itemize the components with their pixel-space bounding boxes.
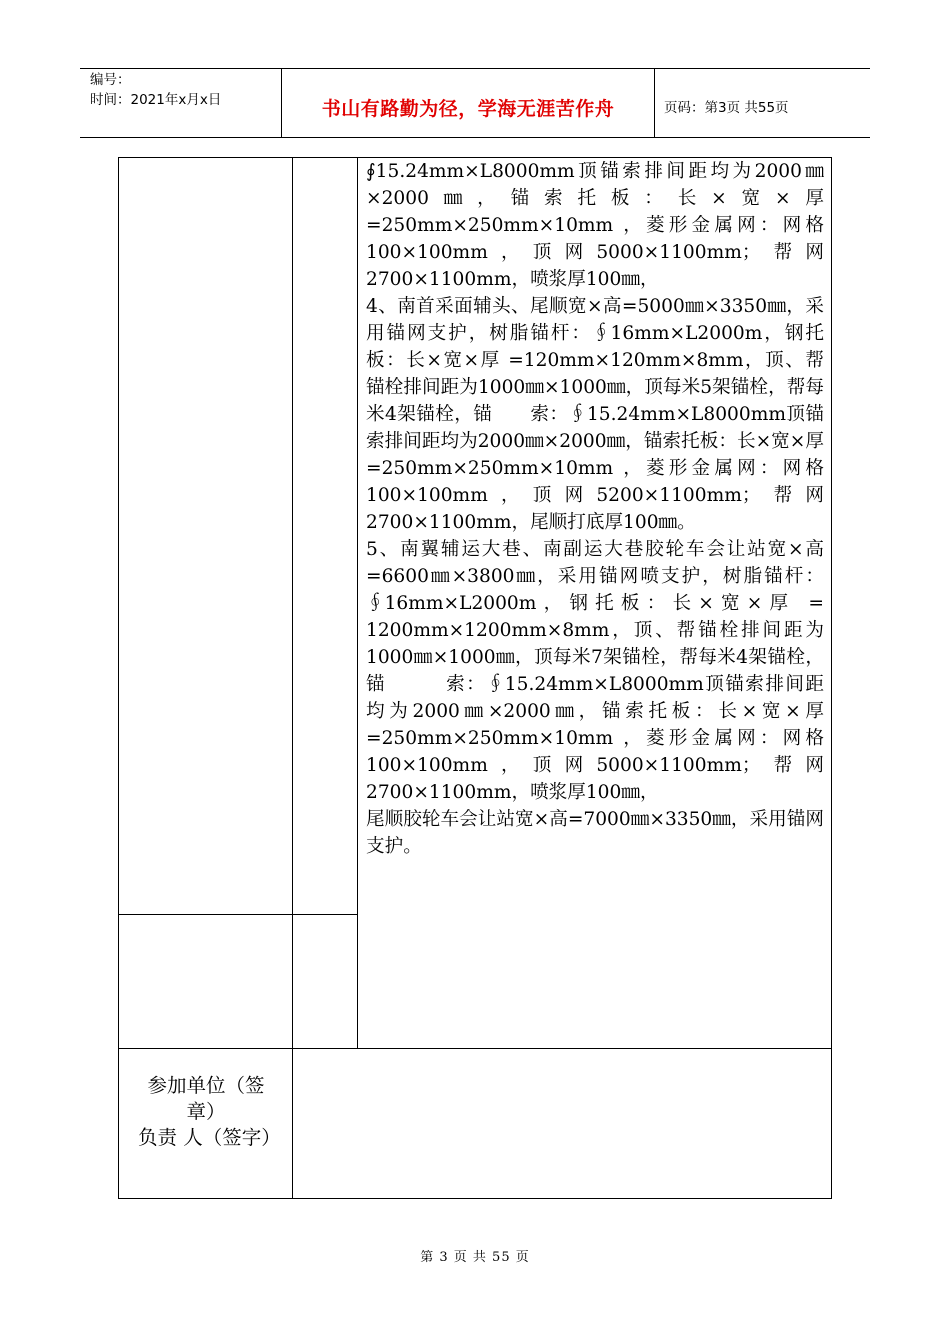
table-col-divider	[357, 157, 358, 1049]
header-motto-cell	[281, 69, 655, 137]
table-row-divider	[118, 914, 358, 915]
header-page-cell	[654, 69, 870, 137]
document-number-label: 编号：	[90, 72, 131, 88]
header-meta	[80, 69, 280, 137]
participating-unit-label: 参加单位（签章）	[147, 1074, 265, 1123]
table-col-divider	[292, 157, 293, 1199]
header-page-info: 页码：第3页 共55页	[664, 100, 789, 116]
construction-content	[366, 158, 824, 860]
document-date-label: 时间：2021年x月x日	[90, 92, 222, 108]
header-motto: 书山有路勤为径，学海无涯苦作舟	[321, 98, 615, 120]
content-paragraph: ∮15.24mm×L8000mm顶锚索排间距均为2000㎜×2000㎜，锚索托板：长×宽×厚=250mm×250mm×10mm ，菱形金属网：网格100×100mm，顶网5000×1100mm；帮网2700×1100mm，喷浆厚100㎜，	[366, 161, 824, 290]
page-footer: 第 3 页 共 55 页	[420, 1250, 530, 1265]
table-row-divider	[118, 1048, 832, 1049]
content-paragraph: 4、南首采面辅头、尾顺宽×高=5000㎜×3350㎜，采用锚网支护，树脂锚杆：∮16mm×L2000m，钢托板：长×宽×厚 =120mm×120mm×8mm，顶、帮锚栓排间距为1000㎜×1000㎜，顶每米5架锚栓，帮每米4架锚栓，锚 索：∮15.24mm×L8000mm顶锚索排间距均为2000㎜×2000㎜，锚索托板：长×宽×厚 =250mm×250mm×10mm ，菱形金属网：网格100×100mm，顶网5200×1100mm；帮网2700×1100mm，尾顺打底厚100㎜。	[366, 296, 824, 533]
responsible-person-label: 负责 人（签字）	[138, 1126, 281, 1149]
content-paragraph: 尾顺胶轮车会让站宽×高=7000㎜×3350㎜，采用锚网支护。	[366, 809, 824, 857]
content-paragraph: 5、南翼辅运大巷、南副运大巷胶轮车会让站宽×高=6600㎜×3800㎜，采用锚网喷支护，树脂锚杆：∮16mm×L2000m，钢托板：长×宽×厚 = 1200mm×1200mm×8mm，顶、帮锚栓排间距为1000㎜×1000㎜，顶每米7架锚栓，帮每米4架锚栓，锚 索：∮15.24mm×L8000mm顶锚索排间距均为2000㎜×2000㎜，锚索托板：长×宽×厚=250mm×250mm×10mm ，菱形金属网：网格100×100mm，顶网5000×1100mm；帮网2700×1100mm，喷浆厚100㎜，	[366, 539, 824, 803]
page-header	[80, 68, 870, 138]
